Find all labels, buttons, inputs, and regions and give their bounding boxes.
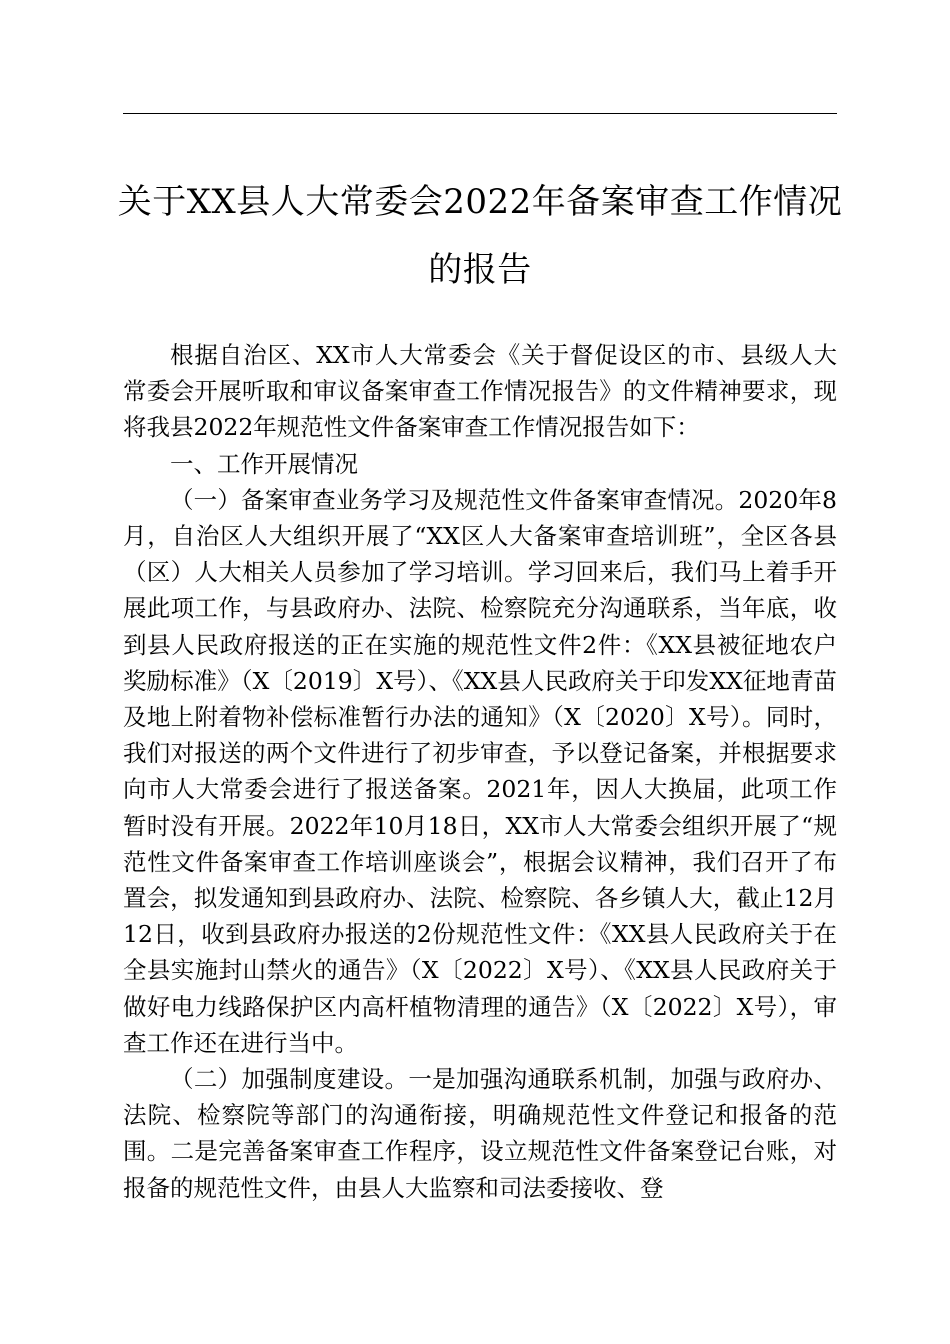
header-rule [123, 113, 837, 114]
subsection-paragraph: （二）加强制度建设。一是加强沟通联系机制，加强与政府办、法院、检察院等部门的沟通衔接，明确规范性文件登记和报备的范围。二是完善备案审查工作程序，设立规范性文件备案登记台账，对报备的规范性文件，由县人大监察和司法委接收、登 [123, 1065, 837, 1202]
section-heading: 一、工作开展情况 [170, 449, 358, 478]
document-body [123, 337, 837, 1206]
intro-paragraph: 根据自治区、XX市人大常委会《关于督促设区的市、县级人大常委会开展听取和审议备案审查工作情况报告》的文件精神要求，现将我县2022年规范性文件备案审查工作情况报告如下： [123, 341, 837, 442]
document-title: 关于XX县人大常委会2022年备案审查工作情况的报告 [117, 182, 843, 290]
subsection-paragraph: （一）备案审查业务学习及规范性文件备案审查情况。2020年8月，自治区人大组织开展了“XX区人大备案审查培训班”，全区各县（区）人大相关人员参加了学习培训。学习回来后，我们马上着手开展此项工作，与县政府办、法院、检察院充分沟通联系，当年底，收到县人民政府报送的正在实施的规范性文件2件：《XX县被征地农户奖励标准》（X〔2019〕X号）、《XX县人民政府关于印发XX征地青苗及地上附着物补偿标准暂行办法的通知》（X〔2020〕X号）。同时，我们对报送的两个文件进行了初步审查，予以登记备案，并根据要求向市人大常委会进行了报送备案。2021年，因人大换届，此项工作暂时没有开展。2022年10月18日，XX市人大常委会组织开展了“规范性文件备案审查工作培训座谈会”，根据会议精神，我们召开了布置会，拟发通知到县政府办、法院、检察院、各乡镇人大，截止12月12日，收到县政府办报送的2份规范性文件：《XX县人民政府关于在全县实施封山禁火的通告》（X〔2022〕X号）、《XX县人民政府关于做好电力线路保护区内高杆植物清理的通告》（X〔2022〕X号），审查工作还在进行当中。 [123, 485, 837, 1057]
